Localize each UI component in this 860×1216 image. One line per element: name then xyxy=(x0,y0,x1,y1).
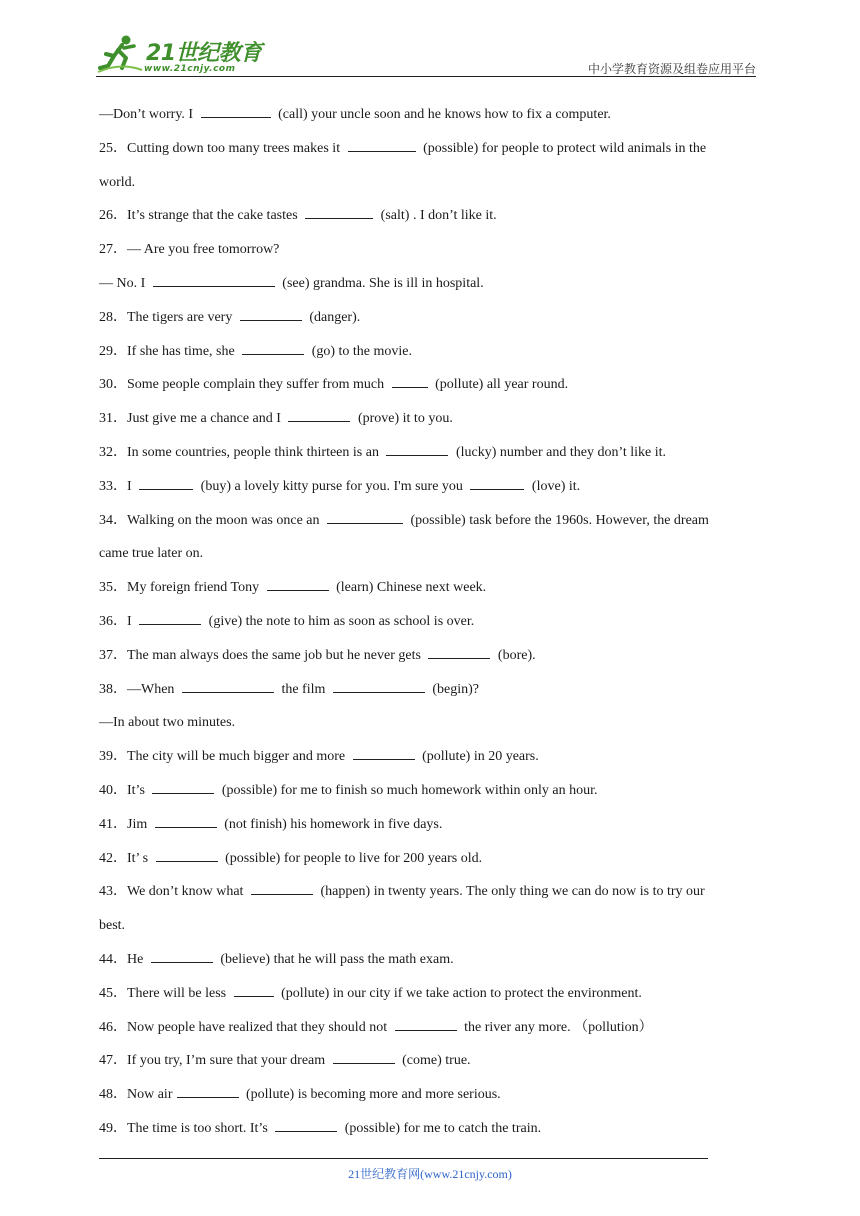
exercise-line xyxy=(99,136,759,170)
exercise-text: (salt) . I don’t like it. xyxy=(377,208,497,224)
exercise-text: 40．It’s xyxy=(99,782,149,798)
header-divider xyxy=(96,76,756,77)
exercise-text: 44．He xyxy=(99,951,147,967)
answer-blank[interactable] xyxy=(333,1049,395,1064)
exercise-text: 41．Jim xyxy=(99,816,151,832)
exercise-text: (possible) for me to catch the train. xyxy=(341,1120,542,1136)
answer-blank[interactable] xyxy=(275,1117,337,1132)
exercise-text: (lucky) number and they don’t like it. xyxy=(452,444,667,460)
answer-blank[interactable] xyxy=(155,813,217,828)
footer-link[interactable]: 21世纪教育网(www.21cnjy.com) xyxy=(348,1167,512,1181)
answer-blank[interactable] xyxy=(152,779,214,794)
exercise-text: 32．In some countries, people think thirteen is an xyxy=(99,444,383,460)
exercise-line xyxy=(99,677,759,711)
exercise-text: world. xyxy=(99,174,136,190)
logo-url: www.21cnjy.com xyxy=(144,64,236,74)
answer-blank[interactable] xyxy=(353,745,415,760)
exercise-line xyxy=(99,474,759,508)
exercise-text: (possible) for me to finish so much homework within only an hour. xyxy=(218,782,598,798)
exercise-line xyxy=(99,372,759,406)
exercise-text: (pollute) in 20 years. xyxy=(418,749,539,765)
exercise-text: (see) grandma. She is ill in hospital. xyxy=(278,275,484,291)
answer-blank[interactable] xyxy=(139,475,193,490)
exercise-text: (possible) for people to protect wild animals in the xyxy=(419,140,707,156)
exercise-text: (call) your uncle soon and he knows how to fix a computer. xyxy=(274,107,611,122)
exercise-text: —In about two minutes. xyxy=(99,715,236,731)
exercise-line xyxy=(99,575,759,609)
exercise-line xyxy=(99,406,759,440)
answer-blank[interactable] xyxy=(153,272,275,287)
footer-divider xyxy=(99,1158,708,1159)
exercise-text: (give) the note to him as soon as school is over. xyxy=(205,613,475,629)
exercise-text: 46．Now people have realized that they should not xyxy=(99,1019,391,1035)
exercise-text: 27．— Are you free tomorrow? xyxy=(99,242,280,258)
exercise-text: (pollute) is becoming more and more serious. xyxy=(242,1087,501,1103)
exercise-line xyxy=(99,440,759,474)
exercise-text: 28．The tigers are very xyxy=(99,309,236,325)
exercise-text: the river any more. （pollution） xyxy=(460,1019,653,1035)
answer-blank[interactable] xyxy=(182,678,274,693)
exercise-line xyxy=(99,271,759,305)
page-header xyxy=(96,30,756,78)
exercise-text: (not finish) his homework in five days. xyxy=(220,816,443,832)
answer-blank[interactable] xyxy=(251,880,313,895)
runner-icon xyxy=(96,32,144,76)
exercise-text: 35．My foreign friend Tony xyxy=(99,580,263,596)
answer-blank[interactable] xyxy=(240,306,302,321)
exercise-text: 37．The man always does the same job but he never gets xyxy=(99,647,425,663)
exercise-text: (believe) that he will pass the math exam. xyxy=(216,951,454,967)
exercise-text: 33．I xyxy=(99,478,136,494)
exercise-text: (possible) for people to live for 200 years old. xyxy=(221,850,483,866)
exercise-text: 29．If she has time, she xyxy=(99,343,239,359)
exercise-text: 42．It’ s xyxy=(99,850,152,866)
exercise-line xyxy=(99,203,759,237)
exercise-text: 34．Walking on the moon was once an xyxy=(99,512,323,528)
exercise-text: 30．Some people complain they suffer from much xyxy=(99,377,388,393)
exercise-line xyxy=(99,778,759,812)
exercise-line xyxy=(99,305,759,339)
exercise-line xyxy=(99,947,759,981)
platform-title: 中小学教育资源及组卷应用平台 xyxy=(587,62,756,76)
exercise-line xyxy=(99,237,759,271)
exercise-text: 26．It’s strange that the cake tastes xyxy=(99,208,302,224)
exercise-line xyxy=(99,710,759,744)
answer-blank[interactable] xyxy=(156,847,218,862)
exercise-text: (pollute) all year round. xyxy=(431,377,569,393)
exercise-line xyxy=(99,609,759,643)
exercise-line xyxy=(99,102,759,136)
answer-blank[interactable] xyxy=(392,373,428,388)
exercise-text: (prove) it to you. xyxy=(354,411,453,427)
answer-blank[interactable] xyxy=(139,610,201,625)
answer-blank[interactable] xyxy=(395,1016,457,1031)
exercise-line xyxy=(99,1082,759,1116)
exercise-line xyxy=(99,339,759,373)
exercise-line xyxy=(99,1116,759,1150)
exercise-text: (possible) task before the 1960s. However, the dream xyxy=(407,512,709,528)
answer-blank[interactable] xyxy=(177,1083,239,1098)
exercise-text: (learn) Chinese next week. xyxy=(332,580,487,596)
exercise-text: 47．If you try, I’m sure that your dream xyxy=(99,1053,329,1069)
logo-text: 21世纪教育 xyxy=(146,41,262,66)
answer-blank[interactable] xyxy=(333,678,425,693)
answer-blank[interactable] xyxy=(348,137,416,152)
exercise-line xyxy=(99,541,759,575)
exercise-line xyxy=(99,846,759,880)
exercise-line xyxy=(99,981,759,1015)
exercise-text: 45．There will be less xyxy=(99,985,230,1001)
exercise-text: (pollute) in our city if we take action to protect the environment. xyxy=(277,985,642,1001)
exercise-text: 49．The time is too short. It’s xyxy=(99,1120,272,1136)
exercise-line xyxy=(99,812,759,846)
answer-blank[interactable] xyxy=(428,644,490,659)
exercise-text: (go) to the movie. xyxy=(308,343,413,359)
site-logo[interactable] xyxy=(96,32,266,76)
answer-blank[interactable] xyxy=(234,982,274,997)
answer-blank[interactable] xyxy=(201,103,271,118)
exercise-text: (begin)? xyxy=(428,681,480,697)
answer-blank[interactable] xyxy=(327,509,403,524)
answer-blank[interactable] xyxy=(267,576,329,591)
exercise-text: came true later on. xyxy=(99,546,204,562)
answer-blank[interactable] xyxy=(470,475,524,490)
exercise-text: (happen) in twenty years. The only thing we can do now is to try our xyxy=(316,884,705,900)
answer-blank[interactable] xyxy=(288,407,350,422)
answer-blank[interactable] xyxy=(151,948,213,963)
exercise-line xyxy=(99,879,759,913)
exercise-text: (buy) a lovely kitty purse for you. I'm sure you xyxy=(197,478,467,494)
exercise-line xyxy=(99,1015,759,1049)
exercise-line xyxy=(99,1048,759,1082)
exercise-text: 48．Now air xyxy=(99,1087,173,1103)
exercise-text: the film xyxy=(277,681,329,697)
exercise-text: (danger). xyxy=(305,309,361,325)
exercise-text: 43．We don’t know what xyxy=(99,884,247,900)
exercise-text: 36．I xyxy=(99,613,136,629)
exercise-text: 38．—When xyxy=(99,681,178,697)
answer-blank[interactable] xyxy=(386,441,448,456)
exercise-text: 39．The city will be much bigger and more xyxy=(99,749,349,765)
exercise-text: —Don’t worry. I xyxy=(99,107,197,122)
exercise-text: 25．Cutting down too many trees makes it xyxy=(99,140,344,156)
exercise-line xyxy=(99,643,759,677)
exercise-text: (love) it. xyxy=(528,478,581,494)
exercise-text: best. xyxy=(99,918,126,934)
answer-blank[interactable] xyxy=(242,340,304,355)
exercise-line xyxy=(99,913,759,947)
answer-blank[interactable] xyxy=(305,204,373,219)
exercise-text: (come) true. xyxy=(398,1053,471,1069)
exercise-list xyxy=(99,102,759,1150)
exercise-text: (bore). xyxy=(494,647,536,663)
exercise-text: 31．Just give me a chance and I xyxy=(99,411,285,427)
exercise-line xyxy=(99,508,759,542)
exercise-text: — No. I xyxy=(99,275,149,291)
exercise-line xyxy=(99,170,759,204)
exercise-line xyxy=(99,744,759,778)
